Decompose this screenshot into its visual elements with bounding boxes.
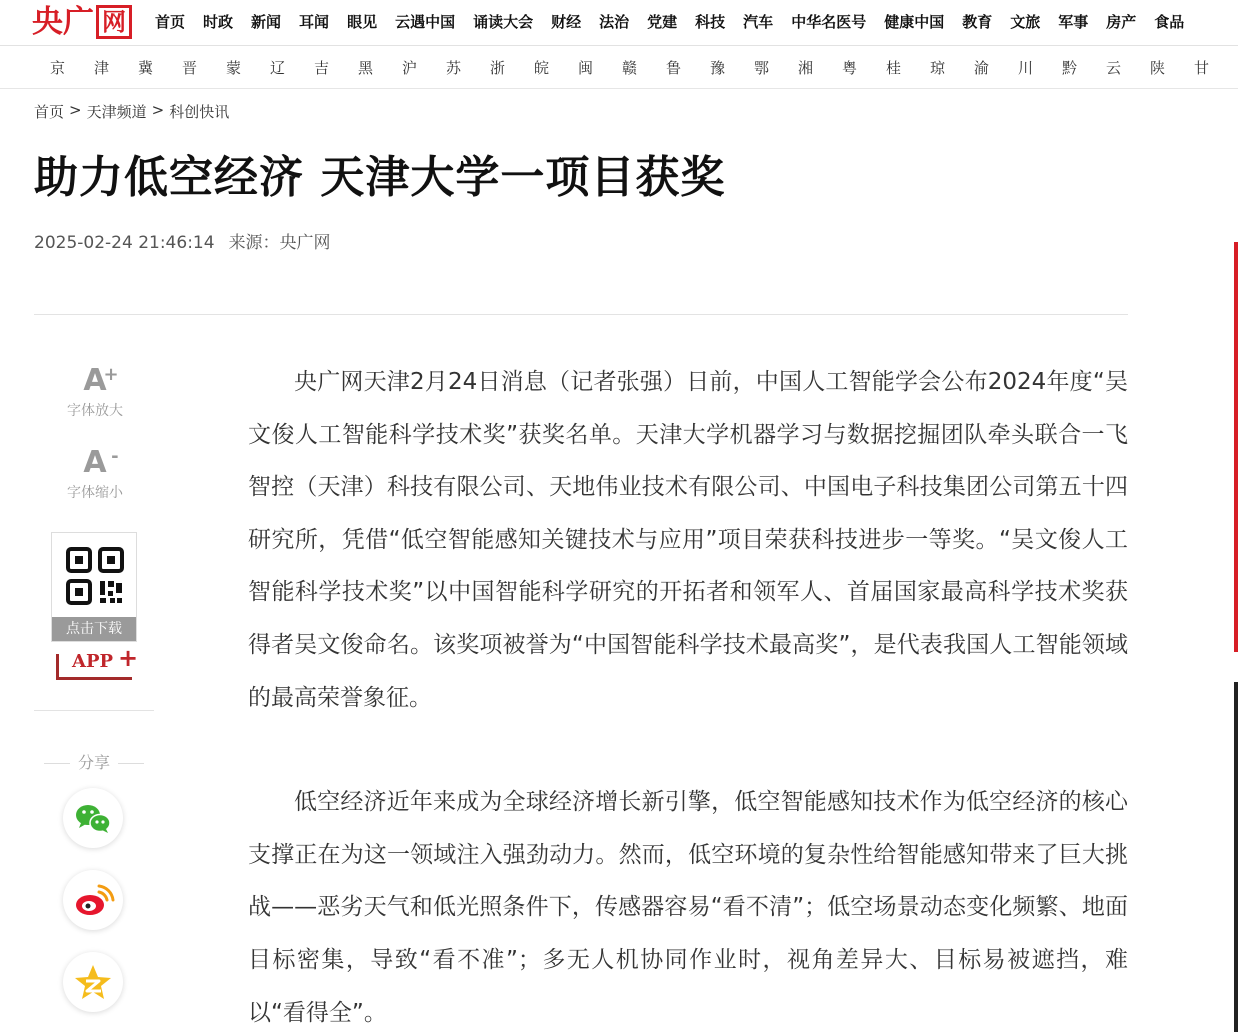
province-link[interactable]: 鄂: [754, 59, 770, 77]
nav-item[interactable]: 耳闻: [299, 13, 330, 31]
nav-item[interactable]: 食品: [1154, 13, 1185, 31]
font-shrink-icon: A -: [83, 445, 119, 480]
province-link[interactable]: 琼: [930, 59, 946, 77]
app-badge-plus: +: [118, 644, 139, 672]
breadcrumb-separator: >: [69, 101, 82, 119]
nav-item[interactable]: 新闻: [251, 13, 282, 31]
province-link[interactable]: 辽: [270, 59, 286, 77]
article-body: [248, 356, 1128, 1032]
province-link[interactable]: 京: [50, 59, 66, 77]
nav-item[interactable]: 诵读大会: [473, 13, 534, 31]
province-link[interactable]: 冀: [138, 59, 154, 77]
nav-item[interactable]: 军事: [1058, 13, 1089, 31]
share-label: 分享: [44, 752, 144, 774]
weibo-icon: [63, 870, 123, 930]
province-link[interactable]: 浙: [490, 59, 506, 77]
font-enlarge-button[interactable]: [50, 364, 140, 420]
site-logo[interactable]: [32, 4, 132, 40]
nav-item[interactable]: 眼见: [347, 13, 378, 31]
nav-item[interactable]: 文旅: [1010, 13, 1041, 31]
province-link[interactable]: 津: [94, 59, 110, 77]
main-nav: [155, 12, 1202, 32]
qzone-icon: [63, 952, 123, 1012]
nav-item[interactable]: 党建: [647, 13, 678, 31]
toolbox-divider: [34, 710, 154, 711]
qr-code-icon: [66, 547, 124, 605]
article-paragraph: 央广网天津2月24日消息（记者张强）日前，中国人工智能学会公布2024年度“吴文俊人工智能科学技术奖”获奖名单。天津大学机器学习与数据挖掘团队牵头联合一飞智控（天津）科技有限公司、天地伟业技术有限公司、中国电子科技集团公司第五十四研究所，凭借“低空智能感知关键技术与应用”项目荣获科技进步一等奖。“吴文俊人工智能科学技术奖”以中国智能科学研究的开拓者和领军人、首届国家最高科学技术奖获得者吴文俊命名。该奖项被誉为“中国智能科学技术最高奖”，是代表我国人工智能领域的最高荣誉象征。: [248, 369, 1128, 711]
article-paragraph: 低空经济近年来成为全球经济增长新引擎，低空智能感知技术作为低空经济的核心支撑正在为这一领域注入强劲动力。然而，低空环境的复杂性给智能感知带来了巨大挑战——恶劣天气和低光照条件下，传感器容易“看不清”；低空场景动态变化频繁、地面目标密集，导致“看不准”；多无人机协同作业时，视角差异大、目标易被遮挡，难以“看得全”。: [248, 789, 1128, 1026]
logo-text: 央广: [32, 4, 94, 40]
province-link[interactable]: 粤: [842, 59, 858, 77]
header-divider: [34, 314, 1128, 315]
province-link[interactable]: 陕: [1150, 59, 1166, 77]
nav-item[interactable]: 时政: [203, 13, 234, 31]
wechat-icon: [63, 788, 123, 848]
province-link[interactable]: 甘: [1194, 59, 1210, 77]
share-wechat-button[interactable]: [63, 788, 123, 848]
province-link[interactable]: 川: [1018, 59, 1034, 77]
article-source: 来源：央广网: [228, 233, 331, 253]
font-enlarge-icon: A +: [83, 363, 119, 398]
app-badge-text: APP: [72, 651, 114, 672]
province-link[interactable]: 皖: [534, 59, 550, 77]
province-link[interactable]: 湘: [798, 59, 814, 77]
province-link[interactable]: 闽: [578, 59, 594, 77]
qr-download-label: 点击下载: [52, 617, 136, 641]
province-link[interactable]: 吉: [314, 59, 330, 77]
province-bar: [0, 47, 1238, 89]
province-link[interactable]: 蒙: [226, 59, 242, 77]
province-link[interactable]: 桂: [886, 59, 902, 77]
article-datetime: 2025-02-24 21:46:14: [34, 233, 215, 253]
province-link[interactable]: 渝: [974, 59, 990, 77]
province-link[interactable]: 黑: [358, 59, 374, 77]
province-link[interactable]: 鲁: [666, 59, 682, 77]
province-link[interactable]: 豫: [710, 59, 726, 77]
nav-item[interactable]: 汽车: [743, 13, 774, 31]
nav-item[interactable]: 房产: [1106, 13, 1137, 31]
logo-box-char: 网: [96, 5, 132, 39]
app-badge[interactable]: [56, 644, 139, 682]
nav-item[interactable]: 财经: [551, 13, 582, 31]
font-enlarge-label: 字体放大: [67, 403, 123, 419]
nav-item[interactable]: 云遇中国: [395, 13, 456, 31]
breadcrumb-home-link[interactable]: 首页: [34, 103, 65, 121]
top-navigation-bar: [0, 0, 1238, 46]
share-qzone-button[interactable]: [63, 952, 123, 1012]
font-shrink-label: 字体缩小: [67, 485, 123, 501]
nav-item[interactable]: 中华名医号: [791, 13, 867, 31]
province-link[interactable]: 赣: [622, 59, 638, 77]
province-link[interactable]: 沪: [402, 59, 418, 77]
article-meta: [34, 232, 331, 254]
article-title: 助力低空经济 天津大学一项目获奖: [34, 152, 726, 203]
share-weibo-button[interactable]: [63, 870, 123, 930]
scrollbar-accent-dark: [1234, 682, 1238, 1032]
province-link[interactable]: 黔: [1062, 59, 1078, 77]
nav-item[interactable]: 首页: [155, 13, 186, 31]
nav-item[interactable]: 科技: [695, 13, 726, 31]
breadcrumb-separator: >: [151, 101, 165, 119]
province-list: [50, 59, 1238, 77]
scrollbar-accent-red: [1234, 242, 1238, 652]
nav-item[interactable]: 法治: [599, 13, 630, 31]
font-shrink-button[interactable]: [50, 446, 140, 502]
breadcrumb-section-link[interactable]: 科创快讯: [169, 103, 230, 121]
province-link[interactable]: 晋: [182, 59, 198, 77]
nav-item[interactable]: 健康中国: [884, 13, 945, 31]
breadcrumb-channel-link[interactable]: 天津频道: [86, 103, 147, 121]
province-link[interactable]: 云: [1106, 59, 1122, 77]
province-link[interactable]: 苏: [446, 59, 462, 77]
app-download-qr[interactable]: [51, 532, 137, 642]
nav-item[interactable]: 教育: [962, 13, 993, 31]
breadcrumb: [34, 101, 229, 122]
